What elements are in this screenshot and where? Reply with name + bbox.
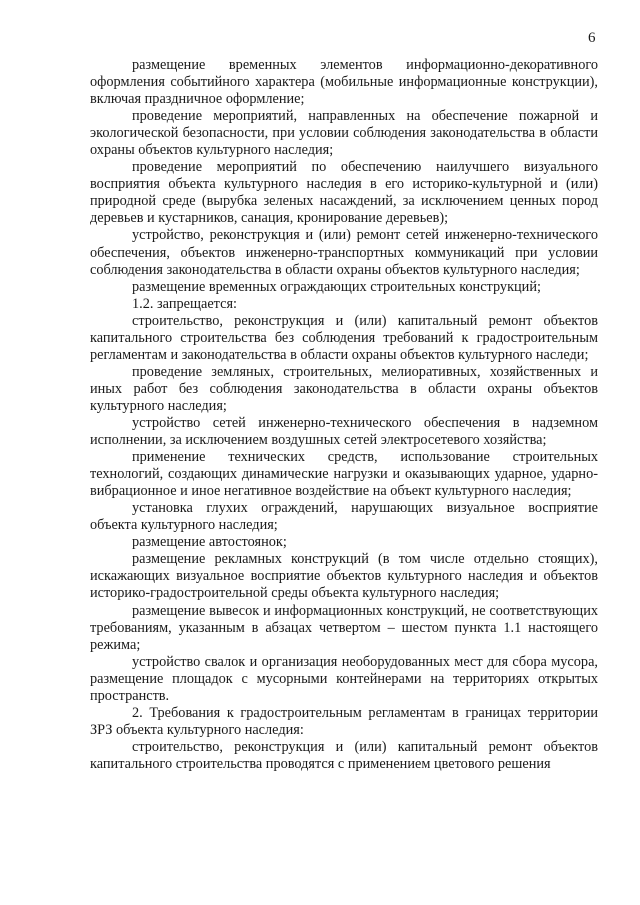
paragraph-dumps-ban: устройство свалок и организация необорудованных мест для сбора мусора, размещение площадок с мусорными контейнерами на территориях открытых пространств. — [90, 653, 598, 704]
document-body — [90, 57, 598, 773]
paragraph-temporary-decor: размещение временных элементов информационно-декоративного оформления событийного характера (мобильные информационные конструкции), включая праздничное оформление; — [90, 57, 598, 108]
paragraph-engineering-networks: устройство, реконструкция и (или) ремонт сетей инженерно-технического обеспечения, объектов инженерно-транспортных коммуникаций при условии соблюдения законодательства в области охраны объектов культурного наследия; — [90, 227, 598, 278]
paragraph-signs-ban: размещение вывесок и информационных конструкций, не соответствующих требованиям, указанным в абзацах четвертом – шестом пункта 1.1 настоящего режима; — [90, 602, 598, 653]
paragraph-earthworks-ban: проведение земляных, строительных, мелиоративных, хозяйственных и иных работ без соблюдения законодательства в области охраны объектов культурного наследия; — [90, 363, 598, 414]
page-number: 6 — [588, 30, 596, 46]
paragraph-construction-ban: строительство, реконструкция и (или) капитальный ремонт объектов капитального строительства без соблюдения требований к градостроительным регламентам и законодательства в области охраны объектов культурного наследи; — [90, 312, 598, 363]
paragraph-prohibited-heading: 1.2. запрещается: — [132, 295, 237, 312]
paragraph-overground-networks-ban: устройство сетей инженерно-технического обеспечения в надземном исполнении, за исключением воздушных сетей электросетевого хозяйства; — [90, 414, 598, 449]
paragraph-section-2-heading: 2. Требования к градостроительным регламентам в границах территории ЗРЗ объекта культурного наследия: — [90, 704, 598, 738]
paragraph-temporary-fences: размещение временных ограждающих строительных конструкций; — [132, 278, 541, 295]
paragraph-color-solution: строительство, реконструкция и (или) капитальный ремонт объектов капитального строительства проводятся с применением цветового решения — [90, 738, 598, 772]
paragraph-visual-perception: проведение мероприятий по обеспечению наилучшего визуального восприятия объекта культурного наследия в его историко-культурной и (или) природной среде (вырубка зеленых насаждений, за исключением ценных пород деревьев и кустарников, санация, кронирование деревьев); — [90, 159, 598, 227]
paragraph-dynamic-loads-ban: применение технических средств, использование строительных технологий, создающих динамические нагрузки и оказывающих ударное, ударно-вибрационное и иное негативное воздействие на объект культурного наследия; — [90, 449, 598, 500]
paragraph-blind-fences-ban: установка глухих ограждений, нарушающих визуальное восприятие объекта культурного наследия; — [90, 500, 598, 534]
paragraph-advertising-ban: размещение рекламных конструкций (в том числе отдельно стоящих), искажающих визуальное восприятие объектов культурного наследия и объектов историко-градостроительной среды объекта культурного наследия; — [90, 551, 598, 602]
paragraph-parking-ban: размещение автостоянок; — [132, 534, 287, 551]
paragraph-fire-safety: проведение мероприятий, направленных на обеспечение пожарной и экологической безопасности, при условии соблюдения законодательства в области охраны объектов культурного наследия; — [90, 108, 598, 159]
